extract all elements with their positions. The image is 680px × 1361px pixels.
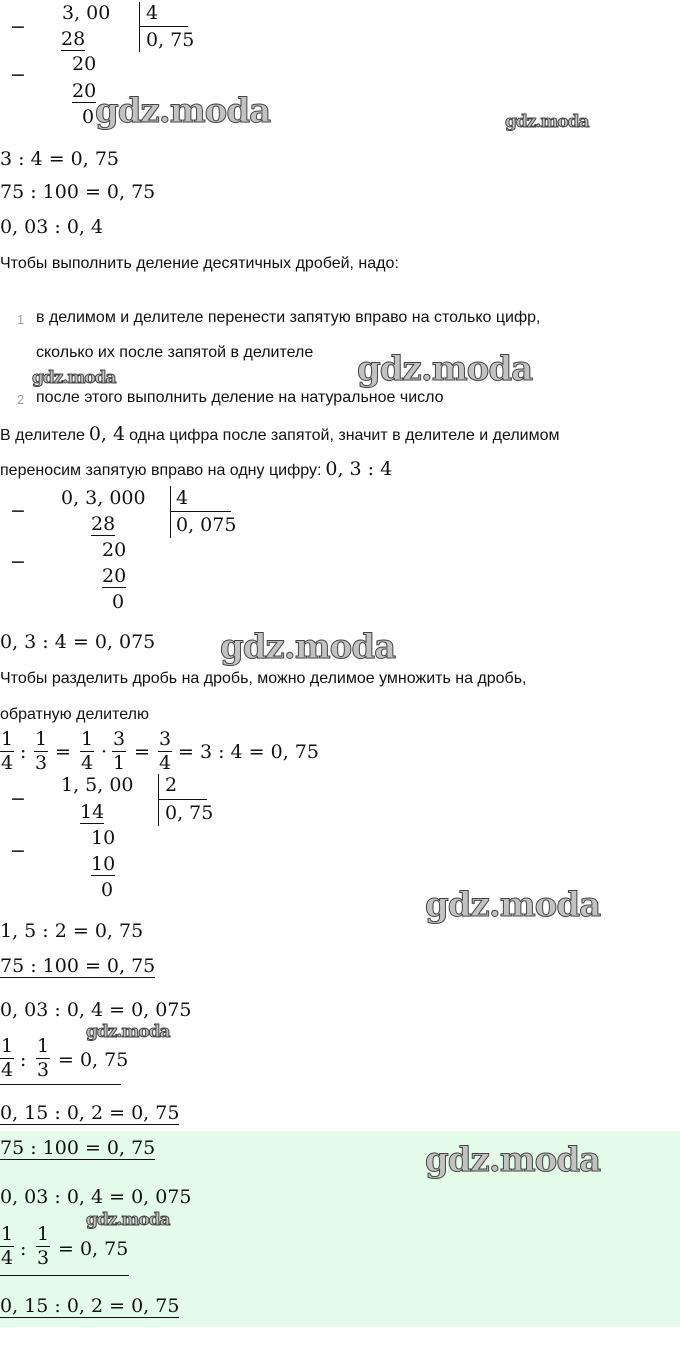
fraction: 1 4 <box>0 1035 14 1081</box>
equation: 0, 03 : 0, 4 <box>0 216 104 238</box>
divisor: 4 <box>176 487 189 509</box>
equation: 0, 03 : 0, 4 = 0, 075 <box>0 1186 192 1208</box>
watermark-logo: gdz.moda <box>505 112 589 132</box>
equation-tail: = 0, 75 <box>58 1049 129 1071</box>
rule-intro: Чтобы выполнить деление десятичных дробей, надо: <box>0 255 399 272</box>
divisor-line <box>140 26 188 27</box>
operator: : <box>20 741 27 763</box>
divisor: 4 <box>146 2 159 24</box>
dividend: 0, 3, 000 <box>61 487 146 509</box>
remainder-final: 0 <box>112 591 125 613</box>
watermark-logo: gdz.moda <box>425 885 601 925</box>
watermark-logo: gdz.moda <box>86 1210 170 1230</box>
subtrahend-1: 28 <box>91 513 116 535</box>
divisor: 2 <box>165 774 178 796</box>
subtrahend-2: 20 <box>72 80 97 102</box>
operator: = <box>134 741 150 763</box>
fraction: 3 4 <box>158 728 172 774</box>
division-bar <box>158 774 159 826</box>
equation: 0, 03 : 0, 4 = 0, 075 <box>0 999 192 1021</box>
equation: 1, 5 : 2 = 0, 75 <box>0 920 144 942</box>
equation-tail: = 3 : 4 = 0, 75 <box>178 741 319 763</box>
dividend: 1, 5, 00 <box>61 774 134 796</box>
fraction: 1 3 <box>36 1223 50 1269</box>
operator: : <box>20 1238 27 1260</box>
equation: 0, 15 : 0, 2 = 0, 75 <box>0 1295 180 1317</box>
watermark-logo: gdz.moda <box>357 349 533 389</box>
step-number: 1 <box>17 312 25 327</box>
remainder-final: 0 <box>101 879 114 901</box>
minus-sign: − <box>10 500 26 522</box>
remainder-1: 10 <box>91 827 116 849</box>
divisor-line <box>171 511 231 512</box>
division-bar <box>170 486 171 538</box>
quotient: 0, 75 <box>165 802 214 824</box>
operator: · <box>101 741 108 763</box>
minus-sign: − <box>10 64 26 86</box>
equation-tail: = 0, 75 <box>58 1238 129 1260</box>
subtrahend-2: 10 <box>91 853 116 875</box>
fraction: 3 1 <box>112 728 126 774</box>
step-text: в делимом и делителе перенести запятую вправо на столько цифр, <box>36 309 541 326</box>
subtrahend-1: 28 <box>61 28 86 50</box>
watermark-logo: gdz.moda <box>86 1022 170 1042</box>
equation: 0, 15 : 0, 2 = 0, 75 <box>0 1102 180 1124</box>
fraction: 1 3 <box>34 728 48 774</box>
remainder-1: 20 <box>102 539 127 561</box>
explain-line-2: переносим запятую вправо на одну цифру: 0, 3 : 4 <box>0 458 393 480</box>
remainder-1: 20 <box>72 53 97 75</box>
quotient: 0, 75 <box>146 29 195 51</box>
dividend: 3, 00 <box>62 2 111 24</box>
division-bar <box>139 2 140 52</box>
watermark-logo: gdz.moda <box>425 1140 601 1180</box>
step-text: сколько их после запятой в делителе <box>36 344 314 361</box>
fraction: 1 4 <box>80 728 94 774</box>
minus-sign: − <box>10 16 26 38</box>
divisor-line <box>159 799 207 800</box>
watermark-logo: gdz.moda <box>32 368 116 388</box>
operator: : <box>20 1049 27 1071</box>
watermark-logo: gdz.moda <box>95 91 271 131</box>
divider-line <box>0 1084 121 1085</box>
minus-sign: − <box>10 551 26 573</box>
step-text: после этого выполнить деление на натуральное число <box>36 389 444 406</box>
equation: 3 : 4 = 0, 75 <box>0 148 120 170</box>
remainder-final: 0 <box>82 106 95 128</box>
equation: 75 : 100 = 0, 75 <box>0 181 156 203</box>
fraction: 1 4 <box>0 728 14 774</box>
equation: 0, 3 : 4 = 0, 075 <box>0 631 156 653</box>
minus-sign: − <box>10 788 26 810</box>
operator: = <box>55 741 71 763</box>
divider-line <box>0 1275 129 1276</box>
minus-sign: − <box>10 840 26 862</box>
quotient: 0, 075 <box>176 514 237 536</box>
rule-2-line-1: Чтобы разделить дробь на дробь, можно делимое умножить на дробь, <box>0 670 527 687</box>
watermark-logo: gdz.moda <box>220 627 396 667</box>
rule-2-line-2: обратную делителю <box>0 706 149 723</box>
subtrahend-2: 20 <box>102 565 127 587</box>
fraction: 1 4 <box>0 1223 14 1269</box>
equation: 75 : 100 = 0, 75 <box>0 955 156 977</box>
subtrahend-1: 14 <box>80 801 105 823</box>
fraction: 1 3 <box>36 1035 50 1081</box>
explain-line-1: В делителе 0, 4 одна цифра после запятой, значит в делителе и делимом <box>0 423 560 445</box>
equation: 75 : 100 = 0, 75 <box>0 1137 156 1159</box>
step-number: 2 <box>17 392 25 407</box>
